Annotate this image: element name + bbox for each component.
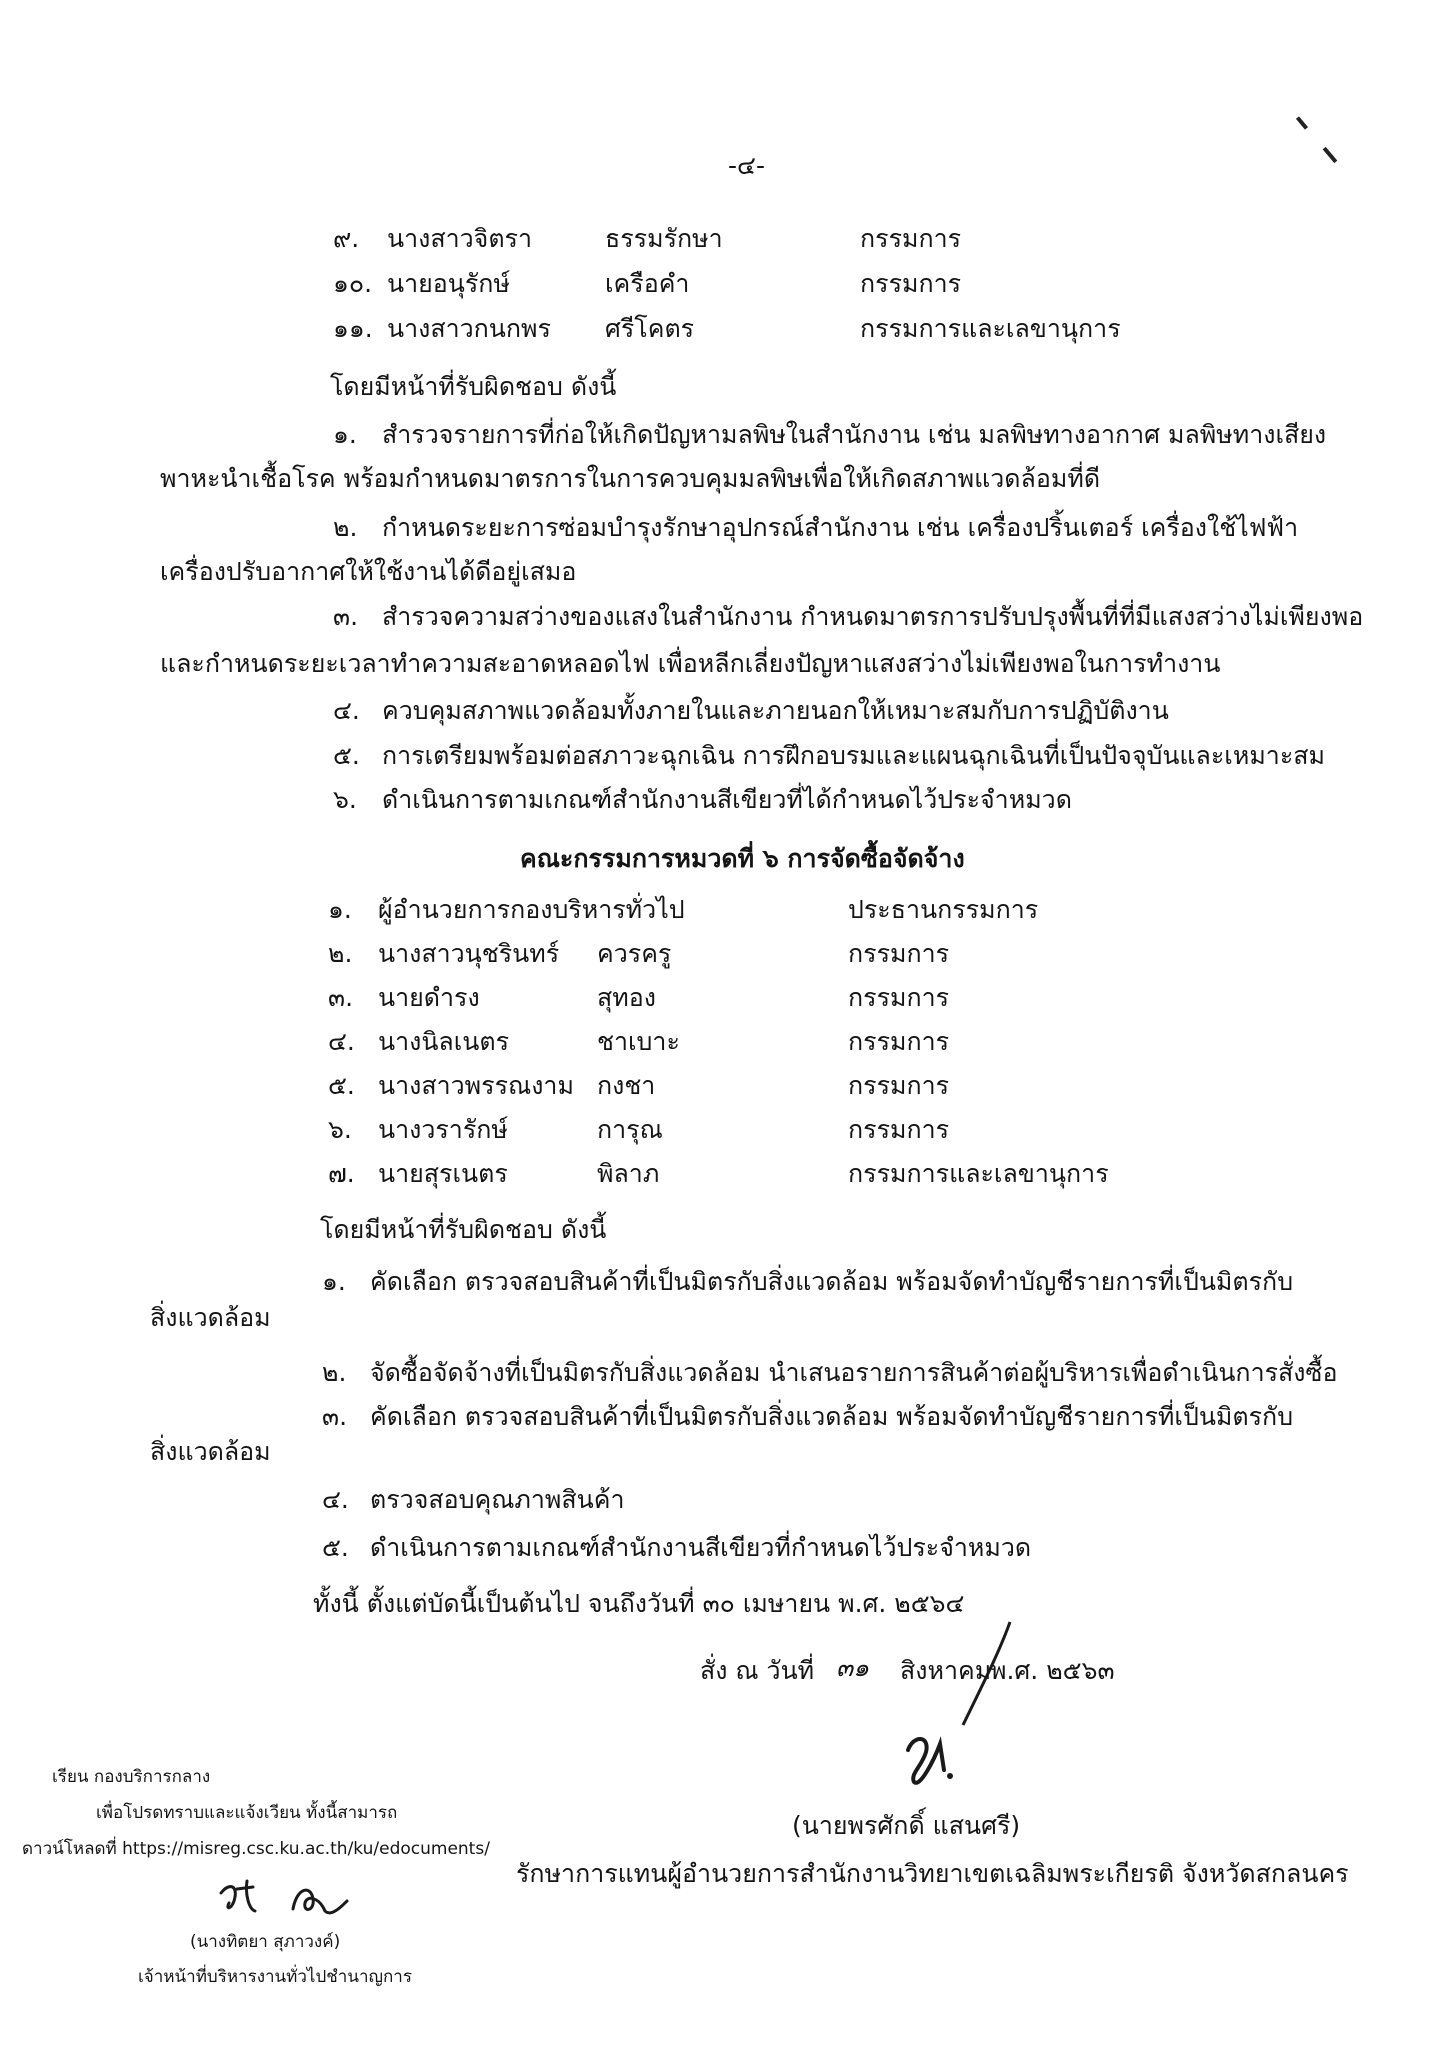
member-name: นางสาวพรรณงาม	[378, 1071, 574, 1100]
member-role: ประธานกรรมการ	[848, 895, 1039, 924]
member-surname: การุณ	[597, 1115, 663, 1144]
member-number: ๗.	[328, 1159, 355, 1188]
page-number: -๔-	[728, 151, 765, 180]
member-number: ๖.	[328, 1115, 352, 1144]
member-role: กรรมการ	[848, 1027, 950, 1056]
scan-mark	[1296, 116, 1308, 129]
member-role: กรรมการและเลขานุการ	[848, 1159, 1109, 1188]
order-date-year: พ.ศ. ๒๕๖๓	[990, 1656, 1115, 1685]
duty-text-continued: เครื่องปรับอากาศให้ใช้งานได้ดีอยู่เสมอ	[160, 557, 577, 586]
duty-number: ๑.	[322, 1267, 346, 1296]
member-surname: เครือคำ	[605, 269, 690, 298]
member-name: ผู้อำนวยการกองบริหารทั่วไป	[378, 895, 685, 924]
officer-position: เจ้าหน้าที่บริหารงานทั่วไปชำนาญการ	[138, 1967, 412, 1987]
duty-text: ควบคุมสภาพแวดล้อมทั้งภายในและภายนอกให้เหมาะสมกับการปฏิบัติงาน	[382, 696, 1169, 725]
member-number: ๕.	[328, 1071, 355, 1100]
duty-text: ดำเนินการตามเกณฑ์สำนักงานสีเขียวที่ได้กำหนดไว้ประจำหมวด	[382, 785, 1072, 814]
officer-signature	[215, 1875, 355, 1925]
duty-text: ตรวจสอบคุณภาพสินค้า	[370, 1485, 625, 1514]
duty-text: สำรวจความสว่างของแสงในสำนักงาน กำหนดมาตรการปรับปรุงพื้นที่ที่มีแสงสว่างไม่เพียงพอ	[382, 602, 1364, 631]
duty-number: ๓.	[333, 602, 359, 631]
member-name: นายสุรเนตร	[378, 1159, 508, 1188]
duty-number: ๔.	[322, 1485, 349, 1514]
duty-number: ๑.	[333, 420, 357, 449]
duty-text: สำรวจรายการที่ก่อให้เกิดปัญหามลพิษในสำนักงาน เช่น มลพิษทางอากาศ มลพิษทางเสียง	[382, 420, 1327, 449]
duty-number: ๖.	[333, 785, 357, 814]
duty-number: ๕.	[333, 741, 360, 770]
member-name: นางสาวกนกพร	[387, 314, 551, 343]
duty-text-continued: สิ่งแวดล้อม	[150, 1303, 271, 1332]
member-number: ๓.	[328, 983, 354, 1012]
duty-text: จัดซื้อจัดจ้างที่เป็นมิตรกับสิ่งแวดล้อม นำเสนอรายการสินค้าต่อผู้บริหารเพื่อดำเนินการสั่งซื้อ	[370, 1358, 1338, 1387]
footnote-to: เรียน กองบริการกลาง	[52, 1767, 211, 1787]
member-surname: สุทอง	[597, 983, 656, 1012]
duty-text-continued: สิ่งแวดล้อม	[150, 1437, 271, 1466]
member-role: กรรมการ	[848, 1115, 950, 1144]
member-number: ๒.	[328, 939, 353, 968]
scan-mark	[1323, 147, 1338, 163]
committee-title: คณะกรรมการหมวดที่ ๖ การจัดซื้อจัดจ้าง	[520, 844, 965, 873]
duty-number: ๒.	[322, 1358, 347, 1387]
member-surname: ศรีโคตร	[605, 314, 695, 343]
member-number: ๑.	[328, 895, 352, 924]
member-surname: ชาเบาะ	[597, 1027, 680, 1056]
member-name: นางสาวนุชรินทร์	[378, 939, 560, 968]
signer-position: รักษาการแทนผู้อำนวยการสำนักงานวิทยาเขตเฉลิมพระเกียรติ จังหวัดสกลนคร	[516, 1859, 1349, 1888]
member-number: ๙.	[333, 224, 360, 253]
member-role: กรรมการ	[848, 939, 950, 968]
member-name: นางนิลเนตร	[378, 1027, 510, 1056]
member-number: ๑๐.	[333, 269, 373, 298]
order-date-day: ๓๑	[836, 1653, 869, 1682]
order-date-month: สิงหาคม	[900, 1656, 992, 1685]
member-role: กรรมการ	[860, 224, 962, 253]
effective-statement: ทั้งนี้ ตั้งแต่บัดนี้เป็นต้นไป จนถึงวันที่ ๓๐ เมษายน พ.ศ. ๒๕๖๔	[313, 1589, 965, 1618]
duty-number: ๕.	[322, 1533, 349, 1562]
member-name: นางวรารักษ์	[378, 1115, 508, 1144]
member-role: กรรมการ	[860, 269, 962, 298]
signature-stroke	[955, 1620, 1015, 1730]
signer-name: (นายพรศักดิ์ แสนศรี)	[792, 1811, 1021, 1840]
member-number: ๔.	[328, 1027, 355, 1056]
member-surname: กงชา	[597, 1071, 656, 1100]
duty-number: ๒.	[333, 513, 358, 542]
duty-number: ๔.	[333, 696, 360, 725]
member-name: นายดำรง	[378, 983, 480, 1012]
member-role: กรรมการและเลขานุการ	[860, 314, 1121, 343]
member-surname: พิลาภ	[597, 1159, 660, 1188]
duty-text: การเตรียมพร้อมต่อสภาวะฉุกเฉิน การฝึกอบรมและแผนฉุกเฉินที่เป็นปัจจุบันและเหมาะสม	[382, 741, 1326, 770]
member-surname: ธรรมรักษา	[605, 224, 723, 253]
member-role: กรรมการ	[848, 1071, 950, 1100]
duty-text: คัดเลือก ตรวจสอบสินค้าที่เป็นมิตรกับสิ่งแวดล้อม พร้อมจัดทำบัญชีรายการที่เป็นมิตรกับ	[370, 1267, 1294, 1296]
footnote-download: ดาวน์โหลดที่ https://misreg.csc.ku.ac.th/ku/edocuments/	[22, 1839, 490, 1859]
duty-text: กำหนดระยะการซ่อมบำรุงรักษาอุปกรณ์สำนักงาน เช่น เครื่องปริ้นเตอร์ เครื่องใช้ไฟฟ้า	[382, 513, 1299, 542]
duty-text-continued: และกำหนดระยะเวลาทำความสะอาดหลอดไฟ เพื่อหลีกเลี่ยงปัญหาแสงสว่างไม่เพียงพอในการทำงาน	[160, 649, 1221, 678]
duty-text: ดำเนินการตามเกณฑ์สำนักงานสีเขียวที่กำหนดไว้ประจำหมวด	[370, 1533, 1032, 1562]
member-surname: ควรครู	[597, 939, 672, 968]
duties-heading: โดยมีหน้าที่รับผิดชอบ ดังนี้	[320, 1215, 607, 1244]
duties-heading: โดยมีหน้าที่รับผิดชอบ ดังนี้	[330, 372, 617, 401]
signer-signature	[900, 1730, 970, 1790]
duty-text-continued: พาหะนำเชื้อโรค พร้อมกำหนดมาตรการในการควบคุมมลพิษเพื่อให้เกิดสภาพแวดล้อมที่ดี	[160, 464, 1101, 493]
duty-number: ๓.	[322, 1402, 348, 1431]
duty-text: คัดเลือก ตรวจสอบสินค้าที่เป็นมิตรกับสิ่งแวดล้อม พร้อมจัดทำบัญชีรายการที่เป็นมิตรกับ	[370, 1402, 1294, 1431]
member-role: กรรมการ	[848, 983, 950, 1012]
officer-name: (นางทิตยา สุภาวงค์)	[190, 1932, 341, 1952]
member-number: ๑๑.	[333, 314, 373, 343]
member-name: นายอนุรักษ์	[387, 269, 510, 298]
member-name: นางสาวจิตรา	[387, 224, 533, 253]
footnote-note: เพื่อโปรดทราบและแจ้งเวียน ทั้งนี้สามารถ	[96, 1803, 398, 1823]
order-date-prefix: สั่ง ณ วันที่	[700, 1656, 815, 1685]
